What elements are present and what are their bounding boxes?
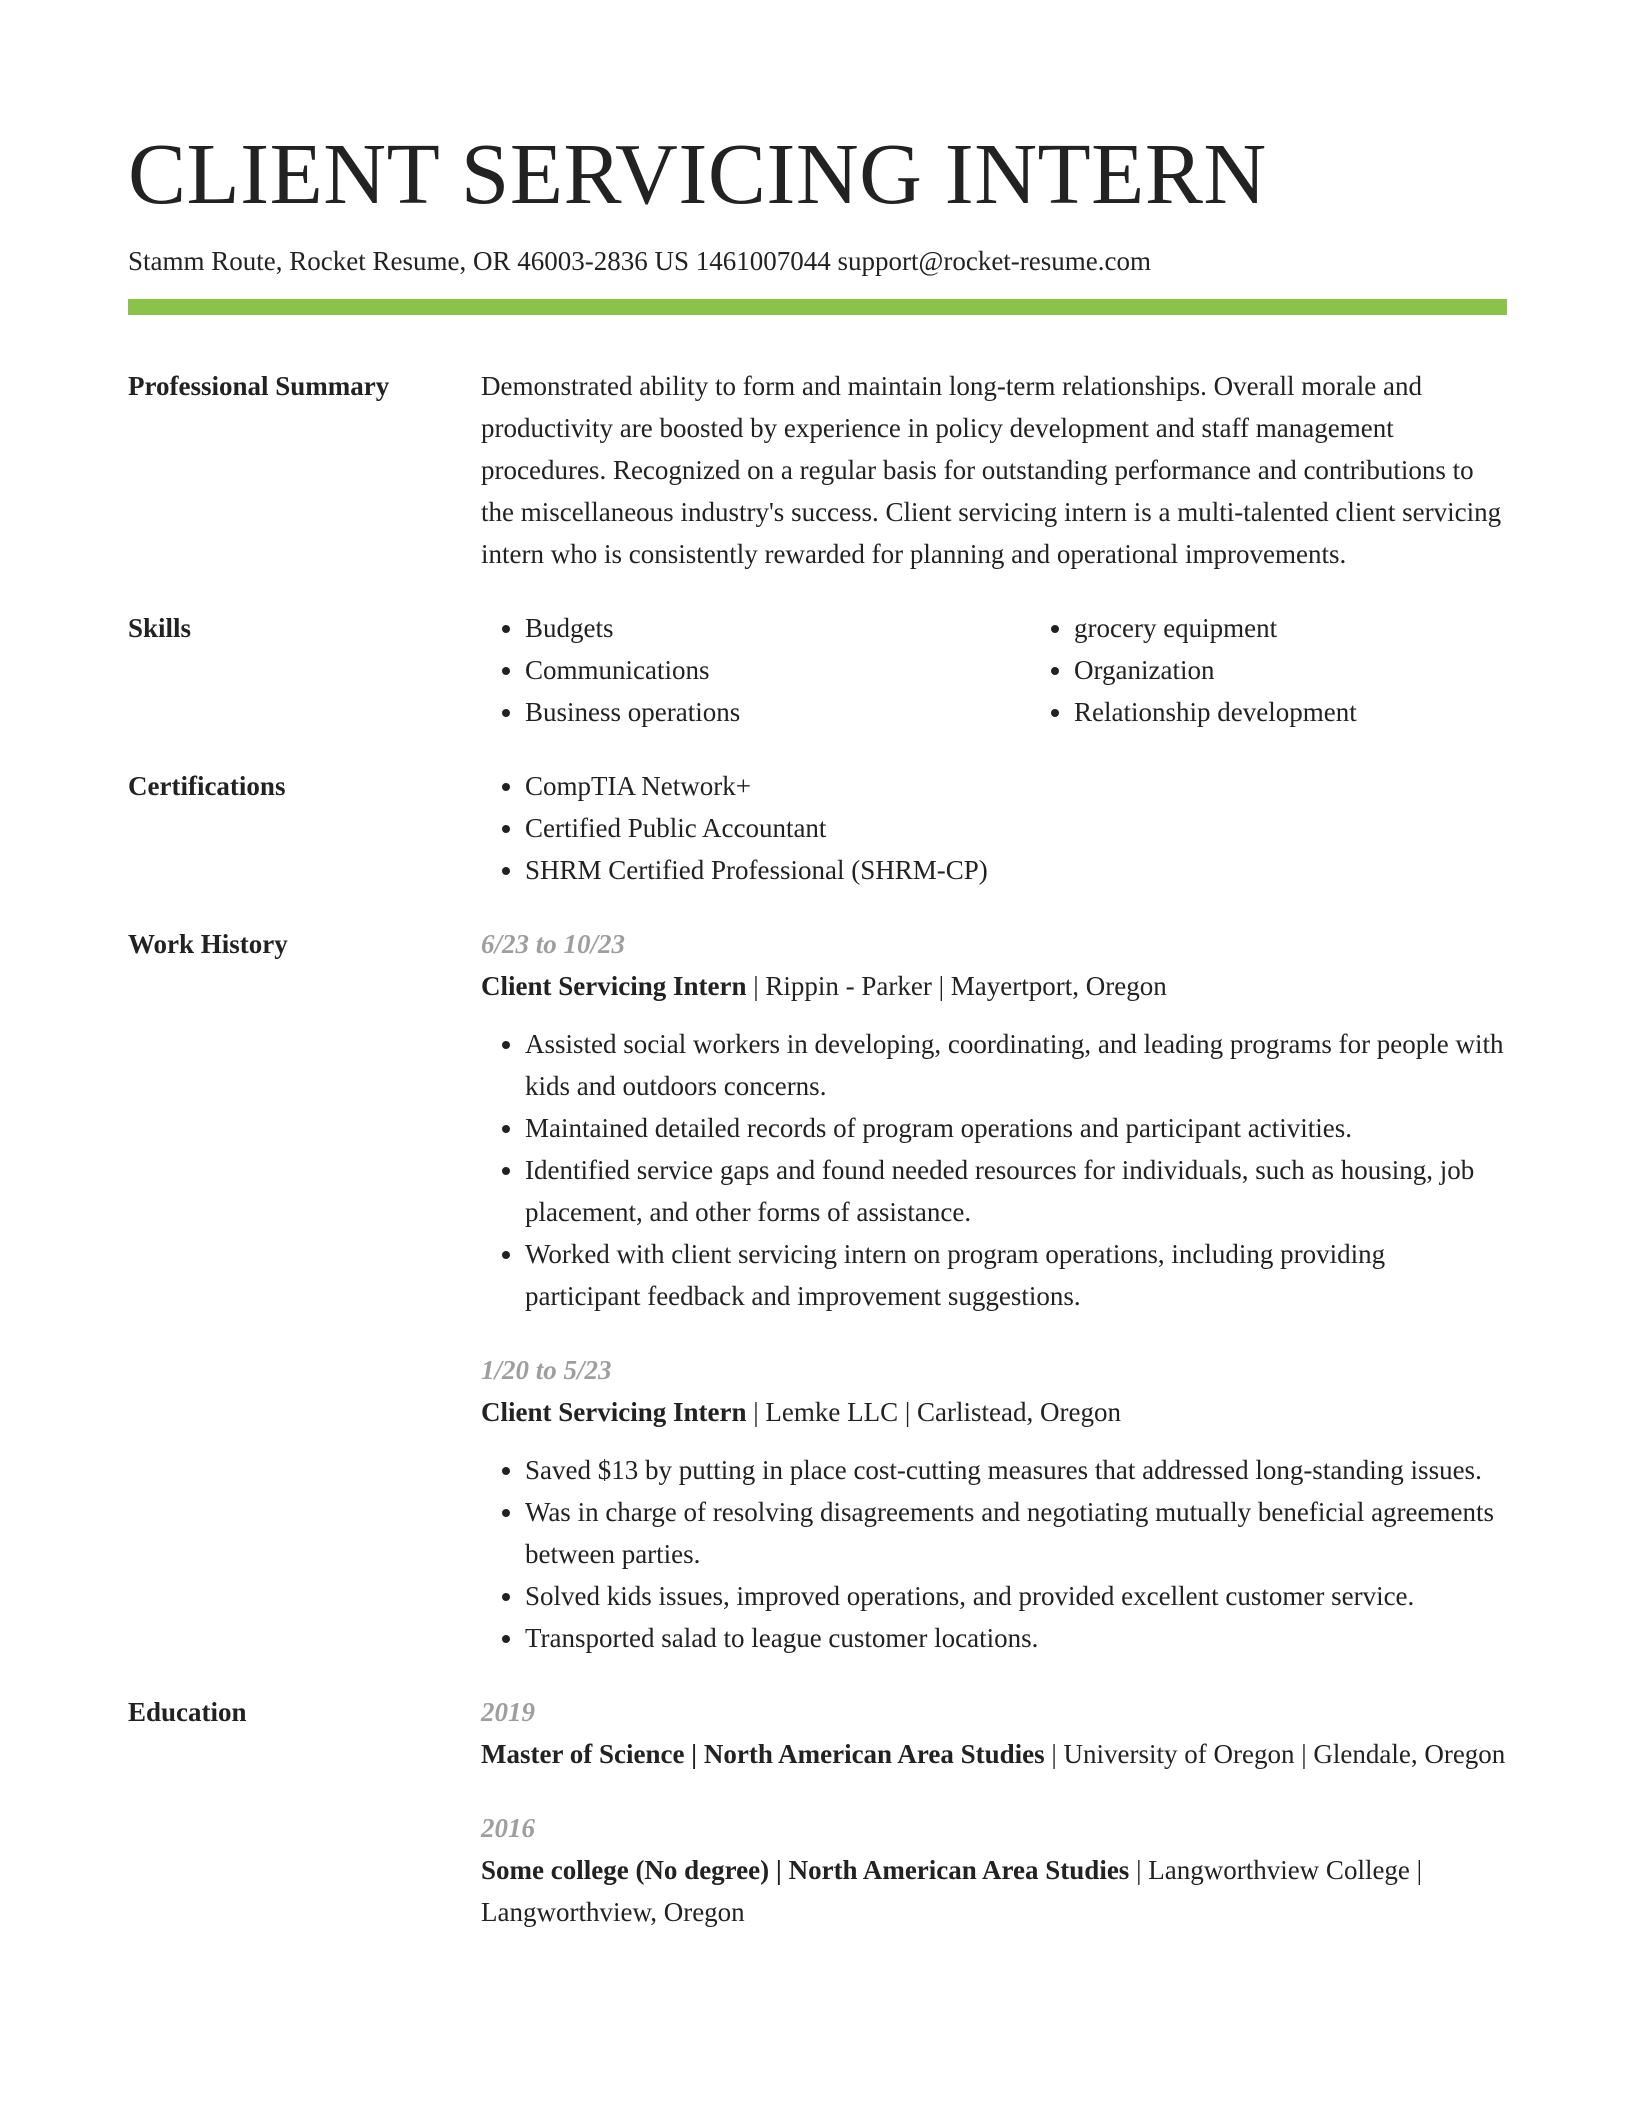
job-details: | Lemke LLC | Carlistead, Oregon bbox=[746, 1397, 1121, 1428]
job-bullets bbox=[481, 1023, 1507, 1317]
job-bullet: • Worked with client servicing intern on program operations, including providing participant feedback and improvement suggestions. bbox=[525, 1233, 1507, 1317]
section-label-certifications: Certifications bbox=[128, 771, 286, 802]
job-title: Client Servicing Intern bbox=[481, 971, 747, 1002]
certifications-list bbox=[481, 765, 1507, 891]
job-date: 6/23 to 10/23 bbox=[481, 929, 626, 960]
section-certifications bbox=[128, 765, 1507, 891]
job-bullet: • Solved kids issues, improved operations, and provided excellent customer service. bbox=[525, 1575, 1507, 1617]
section-label-summary: Professional Summary bbox=[128, 371, 390, 402]
education-details: | Langworthview College | Langworthview, Oregon bbox=[481, 1855, 1423, 1928]
job-bullet: • Identified service gaps and found needed resources for individuals, such as housing, job placement, and other forms of assistance. bbox=[525, 1149, 1507, 1233]
education-line bbox=[481, 1849, 1507, 1933]
job-role-line bbox=[481, 1391, 1507, 1433]
section-work-history bbox=[128, 923, 1507, 1659]
skill-item: • Relationship development bbox=[1074, 691, 1579, 733]
resume-page bbox=[128, 118, 1507, 1933]
header-divider bbox=[128, 299, 1507, 315]
job-entry bbox=[481, 923, 1507, 1317]
education-entry bbox=[481, 1691, 1507, 1775]
job-date: 1/20 to 5/23 bbox=[481, 1355, 612, 1386]
education-degree: Master of Science | North American Area Studies bbox=[481, 1739, 1045, 1770]
contact-line: Stamm Route, Rocket Resume, OR 46003-2836 US 1461007044 support@rocket-resume.com bbox=[128, 246, 1151, 276]
section-label-education: Education bbox=[128, 1697, 247, 1728]
job-bullet: • Assisted social workers in developing, coordinating, and leading programs for people with kids and outdoors concerns. bbox=[525, 1023, 1507, 1107]
job-bullet: • Saved $13 by putting in place cost-cutting measures that addressed long-standing issues. bbox=[525, 1449, 1507, 1491]
page-title: CLIENT SERVICING INTERN bbox=[128, 125, 1267, 222]
education-year: 2016 bbox=[481, 1813, 535, 1844]
job-bullet: • Transported salad to league customer locations. bbox=[525, 1617, 1507, 1659]
skill-item: • Budgets bbox=[525, 607, 1030, 649]
education-details: | University of Oregon | Glendale, Oregon bbox=[1044, 1739, 1506, 1770]
skill-item: • Communications bbox=[525, 649, 1030, 691]
job-details: | Rippin - Parker | Mayertport, Oregon bbox=[746, 971, 1167, 1002]
skill-item: • grocery equipment bbox=[1074, 607, 1579, 649]
job-entry bbox=[481, 1349, 1507, 1659]
education-entry bbox=[481, 1807, 1507, 1933]
skill-item: • Organization bbox=[1074, 649, 1579, 691]
summary-text: Demonstrated ability to form and maintain long-term relationships. Overall morale and productivity are boosted by experience in policy development and staff management procedures. Recognized on a regular basis for outstanding performance and contributions to the miscellaneous industry's success. Client servicing intern is a multi-talented client servicing intern who is consistently rewarded for planning and operational improvements. bbox=[481, 371, 1502, 570]
skills-list-col-1 bbox=[481, 607, 1030, 733]
section-education bbox=[128, 1691, 1507, 1933]
job-role-line bbox=[481, 965, 1507, 1007]
education-year: 2019 bbox=[481, 1697, 535, 1728]
section-professional-summary bbox=[128, 365, 1507, 575]
job-bullets bbox=[481, 1449, 1507, 1659]
job-bullet: • Maintained detailed records of program operations and participant activities. bbox=[525, 1107, 1507, 1149]
section-label-skills: Skills bbox=[128, 613, 192, 644]
section-label-work-history: Work History bbox=[128, 929, 288, 960]
job-bullet: • Was in charge of resolving disagreements and negotiating mutually beneficial agreements between parties. bbox=[525, 1491, 1507, 1575]
certification-item: • Certified Public Accountant bbox=[525, 807, 1507, 849]
skill-item: • Business operations bbox=[525, 691, 1030, 733]
certification-item: • SHRM Certified Professional (SHRM-CP) bbox=[525, 849, 1507, 891]
education-line bbox=[481, 1733, 1507, 1775]
education-degree: Some college (No degree) | North American Area Studies bbox=[481, 1855, 1130, 1886]
section-skills bbox=[128, 607, 1507, 733]
certification-item: • CompTIA Network+ bbox=[525, 765, 1507, 807]
skills-list-col-2 bbox=[1030, 607, 1579, 733]
job-title: Client Servicing Intern bbox=[481, 1397, 747, 1428]
